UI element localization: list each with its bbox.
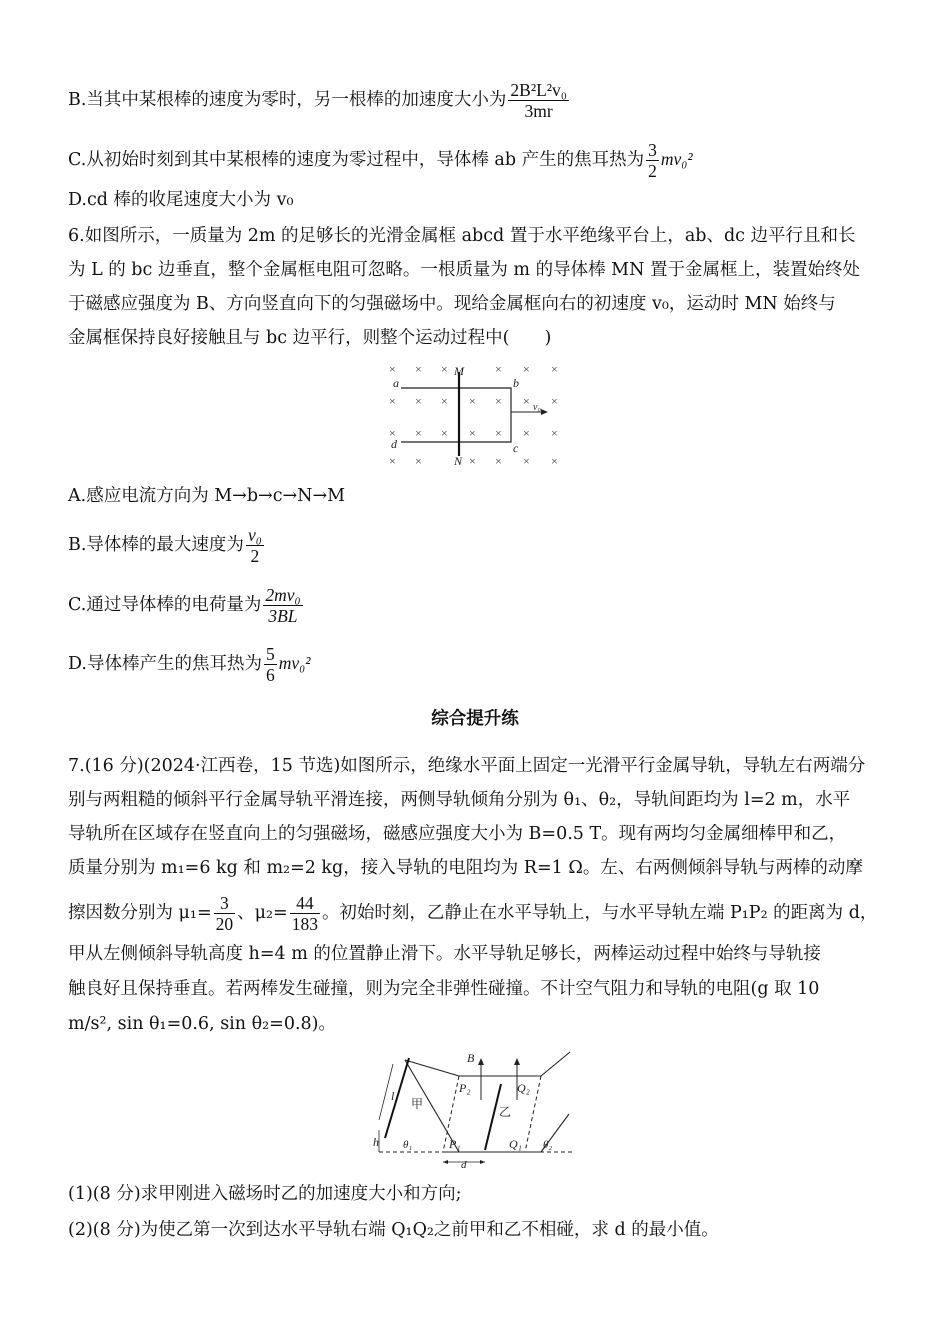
- svg-text:×: ×: [469, 426, 476, 440]
- label-v0: v₀: [533, 402, 541, 413]
- svg-text:×: ×: [523, 394, 530, 408]
- svg-text:×: ×: [469, 394, 476, 408]
- svg-text:×: ×: [389, 362, 396, 376]
- svg-text:×: ×: [523, 426, 530, 440]
- q7-sub2: (2)(8 分)为使乙第一次到达水平导轨右端 Q₁Q₂之前甲和乙不相碰，求 d 的最小值。: [68, 1220, 719, 1240]
- q5-c-fraction: $\frac{3}{2}$: [648, 140, 657, 181]
- label-c: c: [513, 441, 519, 455]
- q7-stem-line: 别与两粗糙的倾斜平行金属导轨平滑连接，两侧导轨倾角分别为 θ₁、θ₂，导轨间距均为 l=2 m，水平: [68, 790, 851, 810]
- label-d: d: [461, 1159, 467, 1171]
- label-b: B: [467, 1051, 475, 1065]
- q6-c-fraction: $\frac{\text{2mv₀}}{3BL}$: [265, 585, 301, 626]
- svg-text:×: ×: [495, 426, 502, 440]
- b-arrowhead-1: [478, 1058, 484, 1065]
- svg-text:×: ×: [523, 454, 530, 468]
- label-d: d: [391, 437, 397, 451]
- svg-text:×: ×: [523, 362, 530, 376]
- svg-text:×: ×: [415, 362, 422, 376]
- q6-figure: [385, 360, 570, 472]
- q6-stem-line: 金属框保持良好接触且与 bc 边平行，则整个运动过程中( ): [68, 328, 552, 348]
- svg-text:×: ×: [551, 394, 558, 408]
- svg-text:×: ×: [551, 454, 558, 468]
- q7-stem-line: m/s², sin θ₁=0.6, sin θ₂=0.8)。: [68, 1014, 336, 1034]
- right-rail-back: [541, 1052, 570, 1076]
- rod-jia: [385, 1058, 409, 1138]
- label-theta2: θ₂: [543, 1139, 553, 1151]
- label-p2: P₂: [459, 1081, 471, 1095]
- label-q1: Q₁: [509, 1137, 522, 1151]
- svg-text:×: ×: [389, 394, 396, 408]
- q6-stem-line: 为 L 的 bc 边垂直，整个金属框电阻可忽略。一根质量为 m 的导体棒 MN 置于金属框上，装置始终处: [68, 260, 860, 280]
- q7-sub1: (1)(8 分)求甲刚进入磁场时乙的加速度大小和方向;: [68, 1184, 462, 1204]
- label-a: a: [393, 376, 399, 390]
- svg-text:×: ×: [415, 454, 422, 468]
- q6-option-b: B.导体棒的最大速度为 $\frac{\text{v₀}}{2}$: [68, 525, 262, 566]
- svg-text:×: ×: [551, 362, 558, 376]
- q6-option-a: A.感应电流方向为 M→b→c→N→M: [68, 486, 346, 506]
- svg-text:×: ×: [441, 426, 448, 440]
- label-m: M: [454, 364, 464, 378]
- label-p1: P₁: [449, 1137, 461, 1151]
- d-arrowhead-right: [480, 1160, 485, 1164]
- label-q2: Q₂: [517, 1081, 530, 1095]
- velocity-arrowhead: [541, 409, 548, 415]
- svg-text:×: ×: [495, 454, 502, 468]
- label-yi: 乙: [499, 1105, 512, 1119]
- mu1-fraction: $\frac{3}{20}$: [215, 893, 234, 934]
- q7-stem-line: 7.(16 分)(2024·江西卷，15 节选)如图所示，绝缘水平面上固定一光滑平行金属导轨，导轨左右两端分: [68, 756, 866, 776]
- q7-mu-line: 擦因数分别为 μ₁= $\frac{3}{20}$ 、μ₂= $\frac{44}{183}$ 。初始时刻，乙静止在水平导轨上，与水平导轨左端 P₁P₂ 的距离为 d，: [68, 893, 878, 934]
- q5-option-c: C.从初始时刻到其中某根棒的速度为零过程中，导体棒 ab 产生的焦耳热为 $\frac{3}{2}$ mv₀²: [68, 140, 693, 181]
- q7-stem-line: 导轨所在区域存在竖直向上的匀强磁场，磁感应强度大小为 B=0.5 T。现有两均匀金属细棒甲和乙，: [68, 824, 847, 844]
- d-arrowhead-left: [443, 1160, 448, 1164]
- b-arrowhead-2: [514, 1058, 520, 1065]
- q7-figure: [375, 1050, 580, 1170]
- field-crosses: [389, 362, 558, 468]
- svg-text:×: ×: [441, 362, 448, 376]
- label-h: h: [373, 1135, 379, 1149]
- svg-text:×: ×: [415, 394, 422, 408]
- svg-text:×: ×: [495, 394, 502, 408]
- q6-stem-line: 6.如图所示，一质量为 2m 的足够长的光滑金属框 abcd 置于水平绝缘平台上，ab、dc 边平行且和长: [68, 226, 856, 246]
- label-jia: 甲: [411, 1097, 424, 1111]
- q6-option-c: C.通过导体棒的电荷量为 $\frac{\text{2mv₀}}{3BL}$: [68, 585, 301, 626]
- q6-option-d: D.导体棒产生的焦耳热为 $\frac{5}{6}$ mv₀²: [68, 644, 311, 685]
- q7-stem-line: 甲从左侧倾斜导轨高度 h=4 m 的位置静止滑下。水平导轨足够长，两棒运动过程中始终与导轨接: [68, 944, 821, 964]
- q5-b-fraction: $\frac{\text{2B²L²v₀}}{3mr}$: [510, 80, 567, 121]
- svg-text:×: ×: [389, 454, 396, 468]
- mu2-fraction: $\frac{44}{183}$: [291, 893, 318, 934]
- svg-text:×: ×: [469, 454, 476, 468]
- label-n: N: [454, 454, 463, 468]
- label-theta1: θ₁: [403, 1139, 413, 1151]
- label-b: b: [513, 376, 519, 390]
- svg-text:×: ×: [415, 426, 422, 440]
- label-l: l: [391, 1089, 395, 1103]
- q6-d-fraction: $\frac{5}{6}$: [265, 644, 275, 685]
- svg-text:×: ×: [551, 426, 558, 440]
- q7-stem-line: 触良好且保持垂直。若两棒发生碰撞，则为完全非弹性碰撞。不计空气阻力和导轨的电阻(g 取 10: [68, 979, 820, 999]
- svg-text:×: ×: [441, 394, 448, 408]
- q6-b-fraction: $\frac{\text{v₀}}{2}$: [247, 525, 262, 566]
- q7-stem-line: 质量分别为 m₁=6 kg 和 m₂=2 kg，接入导轨的电阻均为 R=1 Ω。左、右两侧倾斜导轨与两棒的动摩: [68, 858, 863, 878]
- q5-option-d: D.cd 棒的收尾速度大小为 v₀: [68, 190, 294, 210]
- svg-text:×: ×: [389, 426, 396, 440]
- section-title: 综合提升练: [431, 709, 519, 729]
- q6-stem-line: 于磁感应强度为 B、方向竖直向下的匀强磁场中。现给金属框向右的初速度 v₀，运动时 MN 始终与: [68, 294, 836, 314]
- q5-option-b: B.当其中某根棒的速度为零时，另一根棒的加速度大小为 $\frac{\text{2B²L²v₀}}{3mr}$: [68, 80, 567, 121]
- svg-text:×: ×: [495, 362, 502, 376]
